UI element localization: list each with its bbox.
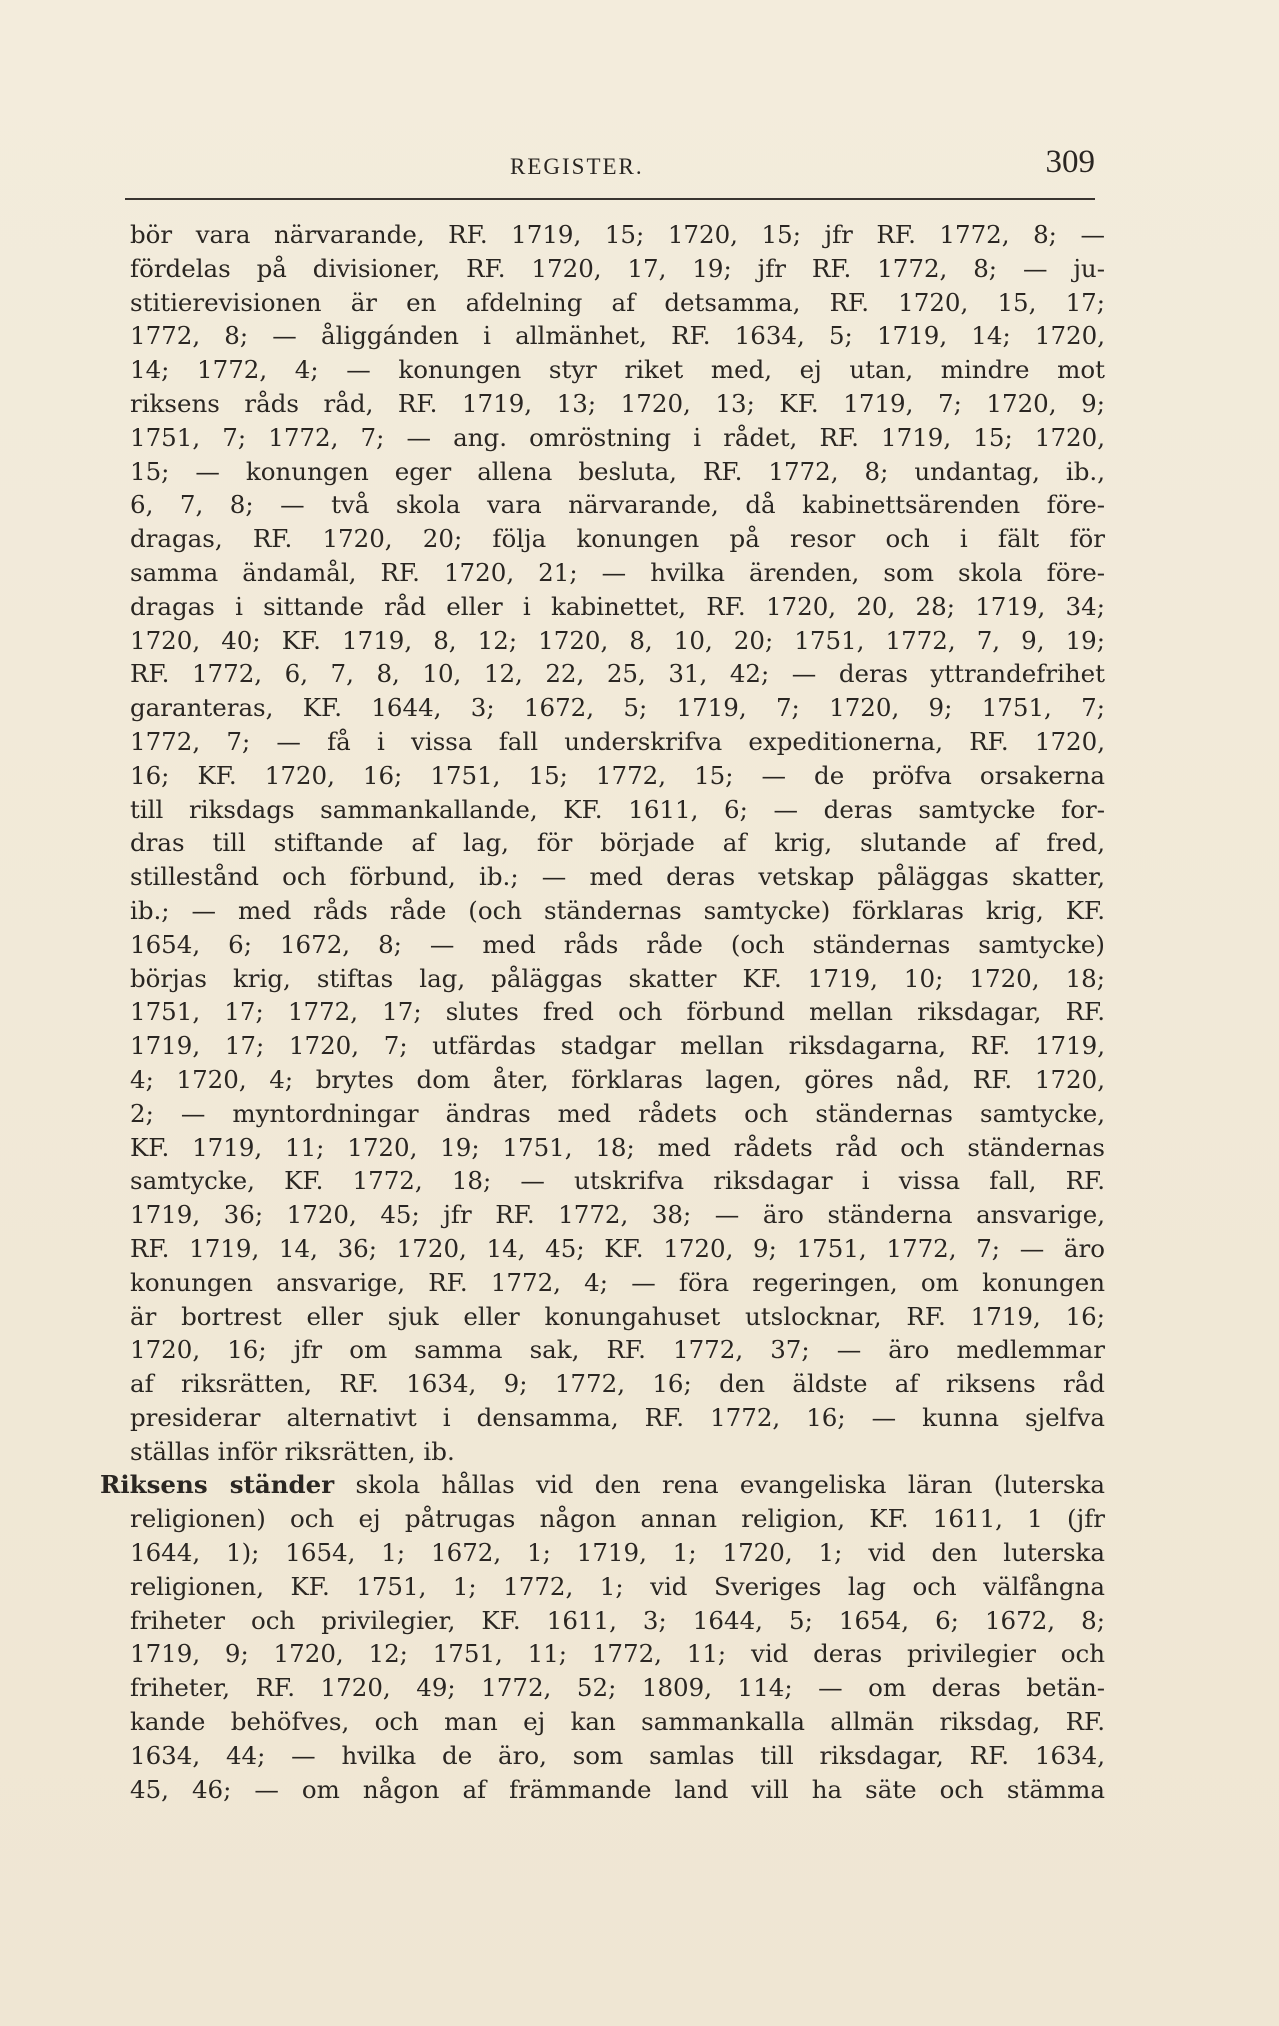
- text-line: 45, 46; — om någon af främmande land vill ha säte och stämma: [130, 1774, 1105, 1804]
- text-line: stillestånd och förbund, ib.; — med deras vetskap påläggas skatter,: [130, 862, 1105, 892]
- text-line: friheter, RF. 1720, 49; 1772, 52; 1809, 114; — om deras betän-: [130, 1673, 1105, 1703]
- text-line: stitierevisionen är en afdelning af detsamma, RF. 1720, 15, 17;: [130, 287, 1105, 317]
- text-line: 1751, 7; 1772, 7; — ang. omröstning i rådet, RF. 1719, 15; 1720,: [130, 422, 1105, 452]
- text-line: samtycke, KF. 1772, 18; — utskrifva riksdagar i vissa fall, RF.: [130, 1166, 1105, 1196]
- text-line: religionen) och ej påtrugas någon annan religion, KF. 1611, 1 (jfr: [130, 1504, 1105, 1534]
- text-line: RF. 1772, 6, 7, 8, 10, 12, 22, 25, 31, 42; — deras yttrandefrihet: [130, 659, 1105, 689]
- text-line: 1644, 1); 1654, 1; 1672, 1; 1719, 1; 1720, 1; vid den luterska: [130, 1538, 1105, 1568]
- text-line: RF. 1719, 14, 36; 1720, 14, 45; KF. 1720, 9; 1751, 1772, 7; — äro: [130, 1233, 1105, 1263]
- entry-riksens-rad-continued: [130, 218, 1105, 1468]
- text-line: 1719, 9; 1720, 12; 1751, 11; 1772, 11; vid deras privilegier och: [130, 1639, 1105, 1669]
- text-line: konungen ansvarige, RF. 1772, 4; — föra regeringen, om konungen: [130, 1267, 1105, 1297]
- text-line: garanteras, KF. 1644, 3; 1672, 5; 1719, 7; 1720, 9; 1751, 7;: [130, 693, 1105, 723]
- text-line: presiderar alternativt i densamma, RF. 1772, 16; — kunna sjelfva: [130, 1402, 1105, 1432]
- text-line: riksens råds råd, RF. 1719, 13; 1720, 13; KF. 1719, 7; 1720, 9;: [130, 388, 1105, 418]
- header-rule: [125, 198, 1095, 200]
- text-line: fördelas på divisioner, RF. 1720, 17, 19; jfr RF. 1772, 8; — ju-: [130, 253, 1105, 283]
- text-line: ställas inför riksrätten, ib.: [130, 1436, 455, 1466]
- text-line: 6, 7, 8; — två skola vara närvarande, då kabinettsärenden före-: [130, 490, 1105, 520]
- text-line: 1772, 8; — åliggánden i allmänhet, RF. 1634, 5; 1719, 14; 1720,: [130, 321, 1105, 351]
- text-line: bör vara närvarande, RF. 1719, 15; 1720, 15; jfr RF. 1772, 8; —: [130, 220, 1105, 249]
- register-text: [100, 218, 1105, 1806]
- text-line: samma ändamål, RF. 1720, 21; — hvilka ärenden, som skola före-: [130, 557, 1105, 587]
- page-header: [130, 140, 1095, 200]
- text-line: 1634, 44; — hvilka de äro, som samlas till riksdagar, RF. 1634,: [130, 1740, 1105, 1770]
- text-line: ib.; — med råds råde (och ständernas samtycke) förklaras krig, KF.: [130, 895, 1105, 925]
- text-line: 1772, 7; — få i vissa fall underskrifva expeditionerna, RF. 1720,: [130, 726, 1105, 756]
- entry-riksens-stander: [100, 1468, 1105, 1806]
- text-line: dragas, RF. 1720, 20; följa konungen på resor och i fält för: [130, 524, 1105, 554]
- text-line: är bortrest eller sjuk eller konungahuset utslocknar, RF. 1719, 16;: [130, 1301, 1105, 1331]
- text-line: 1654, 6; 1672, 8; — med råds råde (och ständernas samtycke): [130, 929, 1105, 959]
- text-line: 2; — myntordningar ändras med rådets och ständernas samtycke,: [130, 1098, 1105, 1128]
- text-line: 1751, 17; 1772, 17; slutes fred och förbund mellan riksdagar, RF.: [130, 997, 1105, 1027]
- text-line: religionen, KF. 1751, 1; 1772, 1; vid Sveriges lag och välfångna: [130, 1571, 1105, 1601]
- text-line: dragas i sittande råd eller i kabinettet, RF. 1720, 20, 28; 1719, 34;: [130, 591, 1105, 621]
- entry-first-line-text: skola hållas vid den rena evangeliska läran (luterska: [334, 1470, 1105, 1500]
- text-line: friheter och privilegier, KF. 1611, 3; 1644, 5; 1654, 6; 1672, 8;: [130, 1605, 1105, 1635]
- text-line: 1719, 36; 1720, 45; jfr RF. 1772, 38; — äro ständerna ansvarige,: [130, 1200, 1105, 1230]
- text-line: 14; 1772, 4; — konungen styr riket med, ej utan, mindre mot: [130, 355, 1105, 385]
- text-line: 16; KF. 1720, 16; 1751, 15; 1772, 15; — de pröfva orsakerna: [130, 760, 1105, 790]
- text-line: börjas krig, stiftas lag, påläggas skatter KF. 1719, 10; 1720, 18;: [130, 963, 1105, 993]
- text-line: KF. 1719, 11; 1720, 19; 1751, 18; med rådets råd och ständernas: [130, 1132, 1105, 1162]
- text-line: dras till stiftande af lag, för började af krig, slutande af fred,: [130, 828, 1105, 858]
- text-line: till riksdags sammankallande, KF. 1611, 6; — deras samtycke for-: [130, 794, 1105, 824]
- text-line: af riksrätten, RF. 1634, 9; 1772, 16; den äldste af riksens råd: [130, 1369, 1105, 1399]
- text-line: 4; 1720, 4; brytes dom åter, förklaras lagen, göres nåd, RF. 1720,: [130, 1064, 1105, 1094]
- text-line: 15; — konungen eger allena besluta, RF. 1772, 8; undantag, ib.,: [130, 456, 1105, 486]
- text-line: 1719, 17; 1720, 7; utfärdas stadgar mellan riksdagarna, RF. 1719,: [130, 1031, 1105, 1061]
- running-title: REGISTER.: [510, 154, 644, 179]
- text-line: 1720, 16; jfr om samma sak, RF. 1772, 37; — äro medlemmar: [130, 1335, 1105, 1365]
- entry-first-line: [100, 1468, 1105, 1502]
- text-line: 1720, 40; KF. 1719, 8, 12; 1720, 8, 10, 20; 1751, 1772, 7, 9, 19;: [130, 625, 1105, 655]
- text-line: kande behöfves, och man ej kan sammankalla allmän riksdag, RF.: [130, 1707, 1105, 1737]
- entry-headword: Riksens ständer: [100, 1470, 335, 1500]
- page-number: 309: [1045, 144, 1095, 180]
